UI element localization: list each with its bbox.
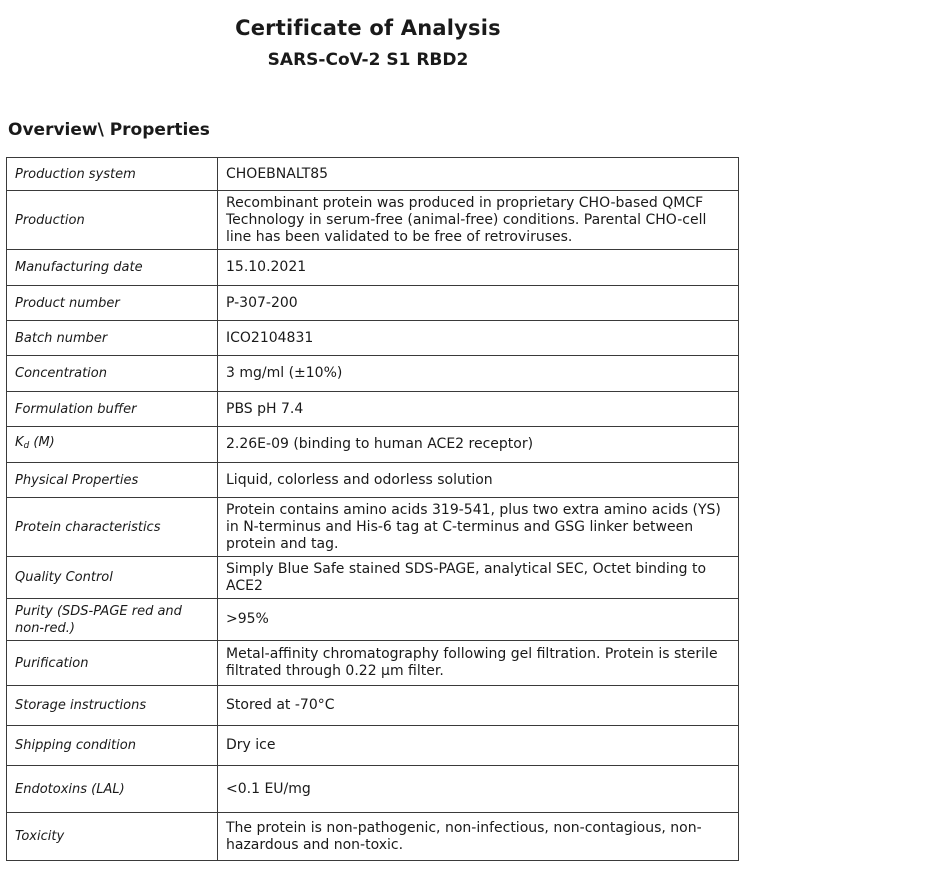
- table-row: [7, 557, 739, 599]
- row-label: Product number: [7, 286, 218, 321]
- table-row: [7, 463, 739, 498]
- row-value: PBS pH 7.4: [218, 392, 739, 427]
- row-label: Manufacturing date: [7, 250, 218, 286]
- row-value: CHOEBNALT85: [218, 158, 739, 191]
- row-label: Purification: [7, 641, 218, 686]
- row-value: Simply Blue Safe stained SDS-PAGE, analytical SEC, Octet binding to ACE2: [218, 557, 739, 599]
- document-subtitle: SARS-CoV-2 S1 RBD2: [267, 50, 469, 70]
- kd-unit: (M): [29, 435, 55, 450]
- row-label: Production: [7, 191, 218, 250]
- table-row: [7, 191, 739, 250]
- row-value: Stored at -70°C: [218, 686, 739, 726]
- table-row: [7, 158, 739, 191]
- row-label: Endotoxins (LAL): [7, 766, 218, 813]
- table-row: [7, 726, 739, 766]
- kd-symbol: K: [15, 435, 24, 450]
- document-title: Certificate of Analysis: [235, 16, 501, 40]
- row-value: Dry ice: [218, 726, 739, 766]
- row-value: Metal-affinity chromatography following gel filtration. Protein is sterile filtrated through 0.22 µm filter.: [218, 641, 739, 686]
- table-row: [7, 599, 739, 641]
- table-row: [7, 321, 739, 356]
- table-row: [7, 498, 739, 557]
- table-row: [7, 392, 739, 427]
- table-row: [7, 766, 739, 813]
- row-label: Quality Control: [7, 557, 218, 599]
- row-value: >95%: [218, 599, 739, 641]
- row-label: Shipping condition: [7, 726, 218, 766]
- table-row: [7, 250, 739, 286]
- row-label: Formulation buffer: [7, 392, 218, 427]
- row-label: Concentration: [7, 356, 218, 392]
- row-label: Production system: [7, 158, 218, 191]
- row-value: P-307-200: [218, 286, 739, 321]
- row-label: Purity (SDS-PAGE red and non-red.): [7, 599, 218, 641]
- table-row: [7, 356, 739, 392]
- row-label: Protein characteristics: [7, 498, 218, 557]
- row-label-kd: [7, 427, 218, 463]
- section-heading: Overview\ Properties: [8, 120, 210, 140]
- kd-subscript: d: [23, 441, 30, 451]
- table-row: [7, 427, 739, 463]
- row-value: Liquid, colorless and odorless solution: [218, 463, 739, 498]
- row-value: ICO2104831: [218, 321, 739, 356]
- table-row: [7, 686, 739, 726]
- table-row: [7, 286, 739, 321]
- row-value: Recombinant protein was produced in proprietary CHO-based QMCF Technology in serum-free (animal-free) conditions. Parental CHO-cell line has been validated to be free of retroviruses.: [218, 191, 739, 250]
- row-value: 15.10.2021: [218, 250, 739, 286]
- table-row: [7, 641, 739, 686]
- properties-table: [6, 157, 739, 861]
- row-value: The protein is non-pathogenic, non-infectious, non-contagious, non-hazardous and non-toxic.: [218, 813, 739, 861]
- row-label: Storage instructions: [7, 686, 218, 726]
- row-label: Physical Properties: [7, 463, 218, 498]
- row-label: Batch number: [7, 321, 218, 356]
- row-value: 2.26E-09 (binding to human ACE2 receptor): [218, 427, 739, 463]
- row-value: <0.1 EU/mg: [218, 766, 739, 813]
- row-value: Protein contains amino acids 319-541, plus two extra amino acids (YS) in N-terminus and His-6 tag at C-terminus and GSG linker between protein and tag.: [218, 498, 739, 557]
- row-value: 3 mg/ml (±10%): [218, 356, 739, 392]
- row-label: Toxicity: [7, 813, 218, 861]
- table-row: [7, 813, 739, 861]
